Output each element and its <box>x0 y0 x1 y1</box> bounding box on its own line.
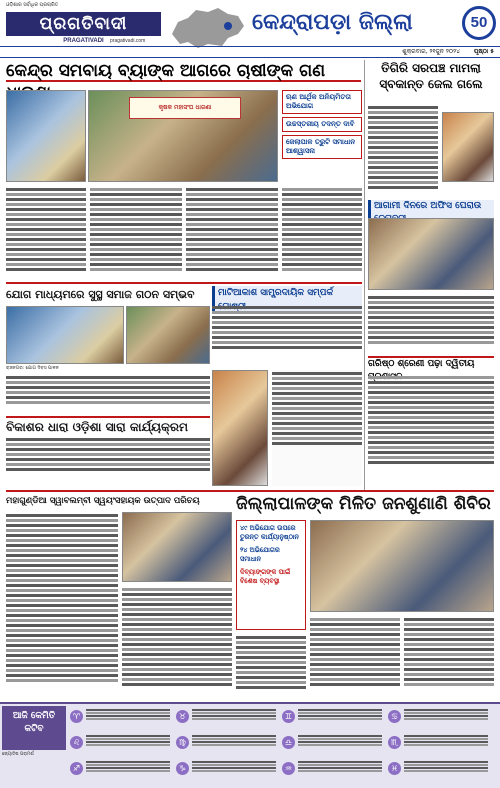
zodiac-sign-icon: ♍ <box>176 736 189 749</box>
horoscope-cell[interactable] <box>388 706 490 730</box>
horoscope-text <box>298 760 382 780</box>
horoscope-cell[interactable] <box>388 758 490 782</box>
lead-article-col-2 <box>90 186 182 278</box>
yoga-headline[interactable]: ଯୋଗ ମାଧ୍ୟମରେ ସୁସ୍ଥ ସମାଜ ଗଠନ ସମ୍ଭବ <box>6 288 195 301</box>
development-headline[interactable]: ବିକାଶର ଧାରା ଓଡ଼ିଶା ସାରା କାର୍ଯ୍ୟକ୍ରମ <box>6 416 210 436</box>
public-hearing-photo[interactable] <box>310 520 494 612</box>
fire-article <box>212 304 362 366</box>
callout-2: ଉଚ୍ଚସ୍ତରୀୟ ତଦନ୍ତ ଦାବି <box>282 117 362 132</box>
zodiac-sign-icon: ♑ <box>176 762 189 775</box>
horoscope-cell[interactable] <box>176 706 278 730</box>
horoscope-text <box>298 734 382 754</box>
fire-headline[interactable]: ମାଟିଆକାଶ ସାମ୍ପ୍ରଦାୟିକ ସମ୍ପର୍କ <box>212 286 362 314</box>
horoscope-cell[interactable] <box>70 732 172 756</box>
horoscope-cell[interactable] <box>70 758 172 782</box>
horoscope-text <box>86 708 170 728</box>
section-rule <box>6 282 362 284</box>
development-side-article <box>272 370 362 486</box>
stat-1: ୪୯ ଅଭିଯୋଗ ଉପରେ ତୁରନ୍ତ କାର୍ଯ୍ୟାନୁଷ୍ଠାନ <box>240 524 299 541</box>
horoscope-text <box>404 734 488 754</box>
lead-headline[interactable]: କେନ୍ଦ୍ର ସମବାୟ ବ୍ୟାଙ୍କ ଆଗରେ ଚାଷୀଙ୍କ ଗଣ <box>6 60 361 82</box>
horoscope-grid <box>70 706 496 786</box>
lead-photo-crowd[interactable] <box>88 90 278 182</box>
newspaper-logo[interactable]: ପ୍ରଗତିବାଦୀ <box>6 12 161 36</box>
lead-article-col-1 <box>6 186 86 278</box>
newspaper-logo-latin: PRAGATIVADI <box>63 38 104 44</box>
publication-date: ଶୁକ୍ରବାର, ୨୧ଜୁନ ୨୦୨୪ <box>402 48 460 55</box>
lead-photo-banner[interactable] <box>6 90 86 182</box>
zodiac-sign-icon: ♊ <box>282 710 295 723</box>
horoscope-cell[interactable] <box>282 758 384 782</box>
horoscope-cell[interactable] <box>282 706 384 730</box>
zodiac-sign-icon: ♒ <box>282 762 295 775</box>
horoscope-cell[interactable] <box>176 758 278 782</box>
yoga-article <box>6 374 210 414</box>
public-hearing-headline[interactable]: ଜିଲ୍ଲାପାଳଙ୍କ ମିଳିତ ଜନଶୁଣାଣି ଶିବିର <box>236 494 491 514</box>
right-sub-photo[interactable] <box>368 218 494 290</box>
horoscope-title[interactable]: ଆଜି କେମିତି କଟିବ <box>2 706 66 750</box>
horoscope-cell[interactable] <box>176 732 278 756</box>
horoscope-text <box>86 734 170 754</box>
public-hearing-article-2 <box>310 616 400 700</box>
horoscope-text <box>192 708 276 728</box>
mahila-article-2 <box>122 586 232 700</box>
zodiac-sign-icon: ♐ <box>70 762 83 775</box>
right-sub-headline-2[interactable]: ଗରିଷ୍ଠ ଶ୍ରେଣୀ ପଢ଼ା ଦ୍ୱିତୀୟ <box>368 356 494 384</box>
protest-banner: କୃଷକ ମହାସଂଘ ଧାରଣା <box>129 97 241 119</box>
odisha-map-icon <box>168 4 248 50</box>
right-top-photo[interactable] <box>442 112 494 182</box>
development-photo[interactable] <box>212 370 268 486</box>
yoga-photo-2[interactable] <box>126 306 210 364</box>
right-top-headline[interactable]: ତିଗିରି ସରପଞ୍ଚ ମାମଲା ସ୍ବକାନ୍ତ ଜେଲ ଗଲେ <box>379 61 483 91</box>
stat-3: ଦିବ୍ୟାଙ୍ଗଙ୍କ ପାଇଁ ବିଶେଷ ବ୍ୟବସ୍ଥା <box>240 568 291 585</box>
callout-1: ଋଣ ଆର୍ଥିକ ଅନିୟମିତତା ଅଭିଯୋଗ <box>282 90 362 114</box>
right-top-article <box>368 104 438 196</box>
zodiac-sign-icon: ♎ <box>282 736 295 749</box>
right-sub-article-2 <box>368 374 494 486</box>
lead-article-col-3 <box>186 186 278 278</box>
page-number: ପୃଷ୍ଠା ୫ <box>473 48 494 55</box>
lead-callouts <box>282 90 362 182</box>
mahila-headline[interactable]: ମହାଗୁଣ୍ଡିଆ ସ୍ୱାବଲମ୍ବୀ ସ୍ୱୟଂସହାୟକ ଉତ୍ପାଦ ପରିଚୟ <box>6 496 200 506</box>
horoscope-text <box>192 734 276 754</box>
mahila-photo[interactable] <box>122 512 232 582</box>
yoga-photo-1[interactable] <box>6 306 124 364</box>
public-hearing-stats <box>236 520 306 630</box>
zodiac-sign-icon: ♉ <box>176 710 189 723</box>
district-page-title: କେନ୍ଦ୍ରାପଡ଼ା ଜିଲ୍ଲା <box>252 10 413 35</box>
development-article <box>6 436 210 488</box>
column-divider <box>364 60 365 490</box>
lead-article-col-4 <box>282 186 362 278</box>
horoscope-text <box>298 708 382 728</box>
yoga-caption: ରାଜନଗର: ଯୋଗ ଦିବସ ପାଳନ <box>6 366 59 371</box>
zodiac-sign-icon: ♋ <box>388 710 401 723</box>
horoscope-cell[interactable] <box>70 706 172 730</box>
callout-3: ଜେଲାପାଳ ତ୍ରୁଟି ସମାଧାନ ଆଶ୍ୱାସନା <box>282 135 362 159</box>
anniversary-logo: 50 <box>462 6 496 40</box>
horoscope-side-label: ଜ୍ୟୋତିଷ ପରାମର୍ଶ <box>2 752 34 757</box>
mahila-article <box>6 512 118 700</box>
horoscope-text <box>192 760 276 780</box>
zodiac-sign-icon: ♈ <box>70 710 83 723</box>
horoscope-text <box>86 760 170 780</box>
horoscope-text <box>404 708 488 728</box>
horoscope-cell[interactable] <box>388 732 490 756</box>
dateline-bar <box>0 46 500 58</box>
right-sub-article <box>368 294 494 354</box>
stat-2: ୨୪ ଅଭିଯୋଗର ସମାଧାନ <box>240 546 280 563</box>
right-sub-headline[interactable]: ଆଗାମୀ ଦିନରେ ଅଫିସ ଘେରାଉ <box>368 200 494 226</box>
horoscope-text <box>404 760 488 780</box>
horoscope-cell[interactable] <box>282 732 384 756</box>
masthead-tagline: ଓଡ଼ିଶାର ସର୍ବାଧିକ ପ୍ରଚାରିତ <box>6 2 59 8</box>
zodiac-sign-icon: ♓ <box>388 762 401 775</box>
public-hearing-article-3 <box>404 616 494 700</box>
website-url[interactable]: pragativadi.com <box>110 38 146 44</box>
zodiac-sign-icon: ♏ <box>388 736 401 749</box>
public-hearing-article-1 <box>236 634 306 700</box>
zodiac-sign-icon: ♌ <box>70 736 83 749</box>
